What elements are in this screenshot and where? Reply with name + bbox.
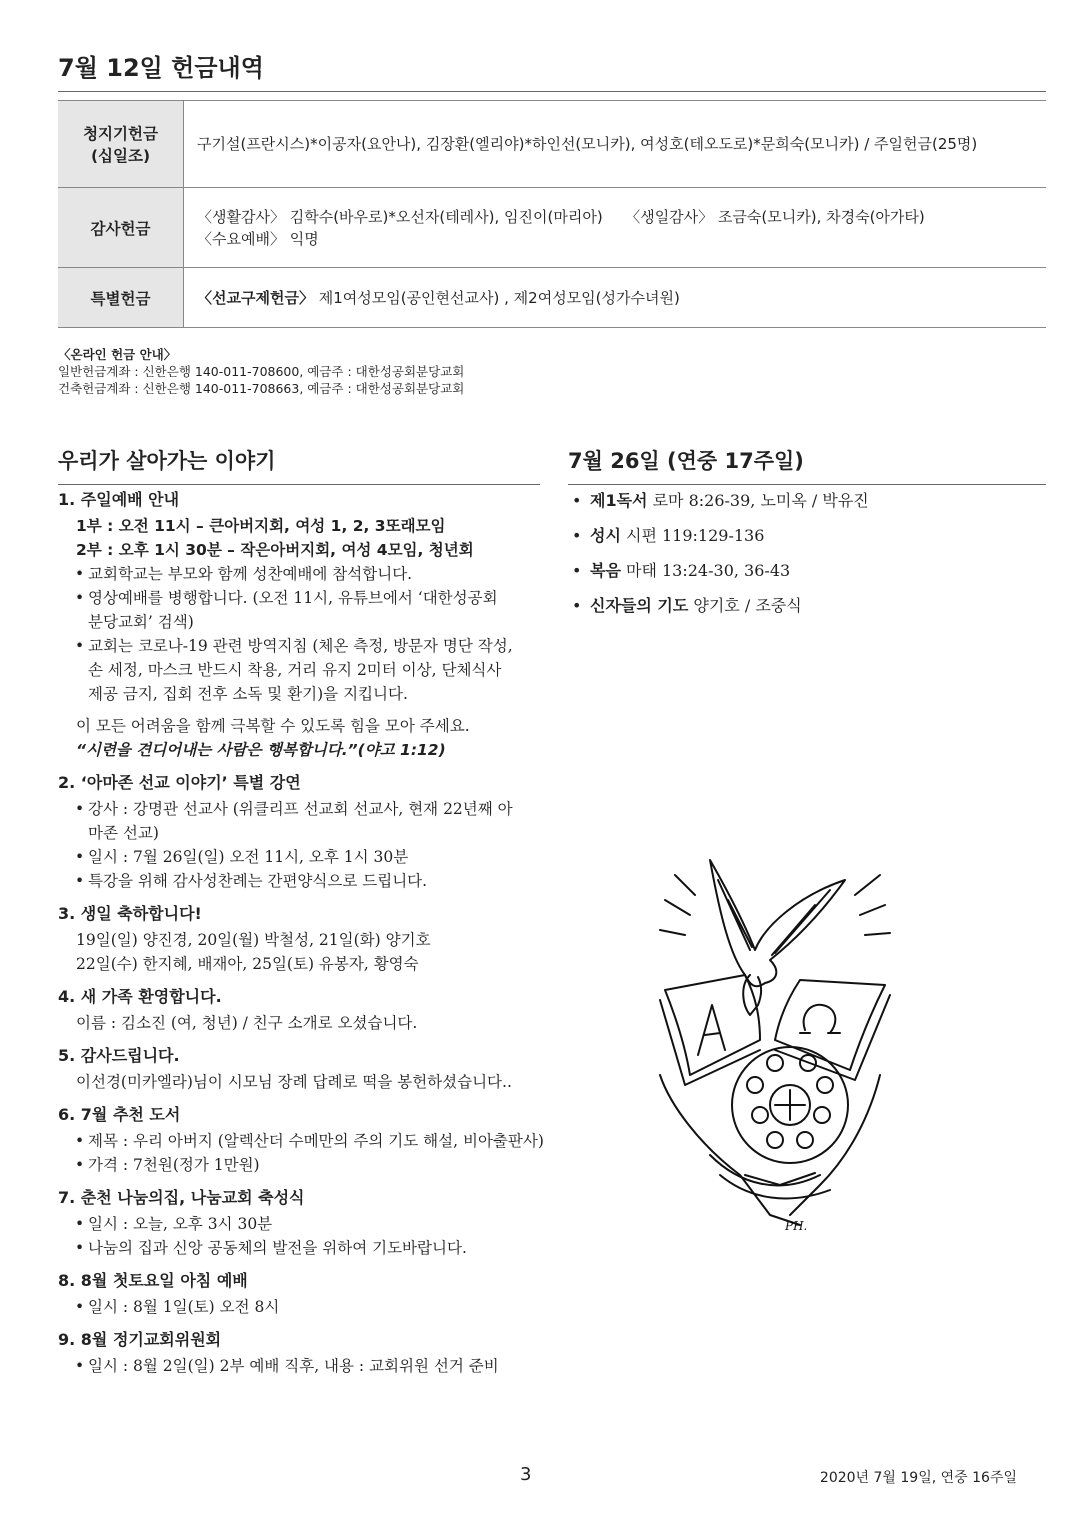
section-title: 8. 8월 첫토요일 아침 예배 [58, 1271, 248, 1290]
bullet: • [572, 526, 582, 545]
paragraph: 19일(일) 양진경, 20일(월) 박철성, 21일(화) 양기호 [76, 931, 431, 949]
section-title: 4. 새 가족 환영합니다. [58, 987, 222, 1006]
bullet: • [75, 1132, 85, 1150]
content-line: 〈수요예배〉 익명 [197, 229, 319, 248]
list-item [58, 845, 548, 869]
news-column [58, 487, 548, 1378]
bullet: • [75, 1156, 85, 1174]
section-title: 1. 주일예배 안내 [58, 490, 180, 509]
online-line: 건축헌금계좌 : 신한은행 140-011-708663, 예금주 : 대한성공회분당교회 [58, 381, 465, 396]
bullet: • [75, 565, 85, 583]
list-item [58, 1212, 548, 1236]
list-item [58, 562, 548, 586]
service-line: 1부 : 오전 11시 – 큰아버지회, 여성 1, 2, 3또래모임 [76, 517, 446, 535]
item-text: 일시 : 오늘, 오후 3시 30분 [88, 1215, 273, 1233]
bible-quote: “시련을 견디어내는 사람은 행복합니다.”(야고 1:12) [76, 741, 446, 759]
content-bold: 〈선교구제헌금〉 [197, 288, 314, 307]
bullet: • [75, 589, 85, 607]
bullet: • [75, 1298, 85, 1316]
row-label [58, 268, 184, 328]
list-item [58, 586, 548, 634]
list-item [58, 1295, 548, 1319]
artist-signature: PH. [785, 1219, 808, 1233]
item-text: 분당교회’ 검색) [88, 613, 194, 631]
content-line: 〈생활감사〉 김학수(바우로)*오선자(테레사), 임진이(마리아) 〈생일감사〉 조금숙(모니카), 차경숙(아가타) [197, 207, 925, 226]
row-label [58, 101, 184, 188]
bullet: • [75, 848, 85, 866]
readings-column [570, 490, 1046, 630]
list-item [58, 869, 548, 893]
section-title: 5. 감사드립니다. [58, 1046, 180, 1065]
online-title: 〈온라인 헌금 안내〉 [58, 347, 177, 362]
bullet: • [572, 491, 582, 510]
reading-value: 시편 119:129-136 [620, 526, 765, 545]
item-text: 일시 : 7월 26일(일) 오전 11시, 오후 1시 30분 [88, 848, 409, 866]
reading-label: 복음 [590, 561, 621, 580]
item-text: 일시 : 8월 1일(토) 오전 8시 [88, 1298, 280, 1316]
page-number: 3 [520, 1464, 532, 1485]
paragraph: 이선경(미카엘라)님이 시모님 장례 답례로 떡을 봉헌하셨습니다.. [76, 1073, 512, 1091]
reading-label: 신자들의 기도 [590, 596, 689, 615]
item-text: 나눔의 집과 신앙 공동체의 발전을 위하여 기도바랍니다. [88, 1239, 467, 1257]
item-text: 마존 선교) [88, 824, 159, 842]
section-title: 6. 7월 추천 도서 [58, 1105, 181, 1124]
right-heading: 7월 26일 (연중 17주일) [568, 445, 1046, 485]
table-row [58, 188, 1046, 268]
bullet: • [75, 1357, 85, 1375]
reading-value: 양기호 / 조중식 [688, 596, 802, 615]
row-content [184, 268, 1047, 328]
row-content [184, 188, 1047, 268]
row-content [184, 101, 1047, 188]
list-item [58, 1236, 548, 1260]
reading-item [570, 525, 1046, 547]
list-item [58, 1354, 548, 1378]
item-text: 일시 : 8월 2일(일) 2부 예배 직후, 내용 : 교회위원 선거 준비 [88, 1357, 499, 1375]
content-line: 구기설(프란시스)*이공자(요안나), 김장환(엘리야)*하인선(모니카), 여성호(테오도로)*문희숙(모니카) / 주일헌금(25명) [197, 135, 978, 153]
bullet: • [572, 561, 582, 580]
table-row [58, 268, 1046, 328]
left-heading: 우리가 살아가는 이야기 [58, 445, 540, 485]
item-text: 손 세정, 마스크 반드시 착용, 거리 유지 2미터 이상, 단체식사 [88, 661, 502, 679]
paragraph: 이름 : 김소진 (여, 청년) / 친구 소개로 오셨습니다. [76, 1014, 418, 1032]
reading-value: 마태 13:24-30, 36-43 [620, 561, 791, 580]
bullet: • [75, 1215, 85, 1233]
table-row [58, 101, 1046, 188]
bullet: • [75, 637, 85, 655]
item-text: 특강을 위해 감사성찬례는 간편양식으로 드립니다. [88, 872, 428, 890]
list-item [58, 1153, 548, 1177]
issue-date: 2020년 7월 19일, 연중 16주일 [819, 1470, 1017, 1486]
content-line: 제1여성모임(공인현선교사) , 제2여성모임(성가수녀원) [313, 288, 680, 307]
bullet: • [572, 596, 582, 615]
item-text: 교회는 코로나-19 관련 방역지침 (체온 측정, 방문자 명단 작성, [88, 637, 513, 655]
list-item [58, 1129, 548, 1153]
reading-item [570, 560, 1046, 582]
item-text: 강사 : 강명관 선교사 (위클리프 선교회 선교사, 현재 22년째 아 [88, 800, 513, 818]
row-label [58, 188, 184, 268]
list-item [58, 797, 548, 845]
item-text: 영상예배를 병행합니다. (오전 11시, 유튜브에서 ‘대한성공회 [88, 589, 498, 607]
label-line: 특별헌금 [90, 289, 151, 308]
bullet: • [75, 872, 85, 890]
paragraph: 이 모든 어려움을 함께 극복할 수 있도록 힘을 모아 주세요. [76, 717, 470, 735]
section-title: 9. 8월 정기교회위원회 [58, 1330, 222, 1349]
bullet: • [75, 1239, 85, 1257]
reading-label: 제1독서 [590, 491, 648, 510]
online-info [58, 346, 464, 397]
reading-item [570, 490, 1046, 512]
bullet: • [75, 800, 85, 818]
item-text: 교회학교는 부모와 함께 성찬예배에 참석합니다. [88, 565, 413, 583]
item-text: 제공 금지, 집회 전후 소독 및 환기)을 지킵니다. [88, 685, 408, 703]
label-line: (십일조) [90, 147, 151, 165]
section-title: 7. 춘천 나눔의집, 나눔교회 축성식 [58, 1188, 305, 1207]
item-text: 가격 : 7천원(정가 1만원) [88, 1156, 260, 1174]
online-line: 일반헌금계좌 : 신한은행 140-011-708600, 예금주 : 대한성공회분당교회 [58, 364, 465, 379]
dove-book-hands-illustration [650, 855, 900, 1245]
offering-table [58, 100, 1046, 328]
reading-label: 성시 [590, 526, 621, 545]
section-title: 3. 생일 축하합니다! [58, 904, 202, 923]
list-item [58, 634, 548, 706]
label-line: 청지기헌금 [83, 125, 158, 143]
service-line: 2부 : 오후 1시 30분 – 작은아버지회, 여성 4모임, 청년회 [76, 541, 474, 559]
item-text: 제목 : 우리 아버지 (알렉산더 수메만의 주의 기도 해설, 비아출판사) [88, 1132, 544, 1150]
reading-value: 로마 8:26-39, 노미옥 / 박유진 [647, 491, 869, 510]
section-title: 2. ‘아마존 선교 이야기’ 특별 강연 [58, 773, 301, 792]
reading-item [570, 595, 1046, 617]
label-line: 감사헌금 [90, 219, 151, 238]
paragraph: 22일(수) 한지혜, 배재아, 25일(토) 유봉자, 황영숙 [76, 955, 419, 973]
offering-title: 7월 12일 헌금내역 [58, 48, 1046, 92]
